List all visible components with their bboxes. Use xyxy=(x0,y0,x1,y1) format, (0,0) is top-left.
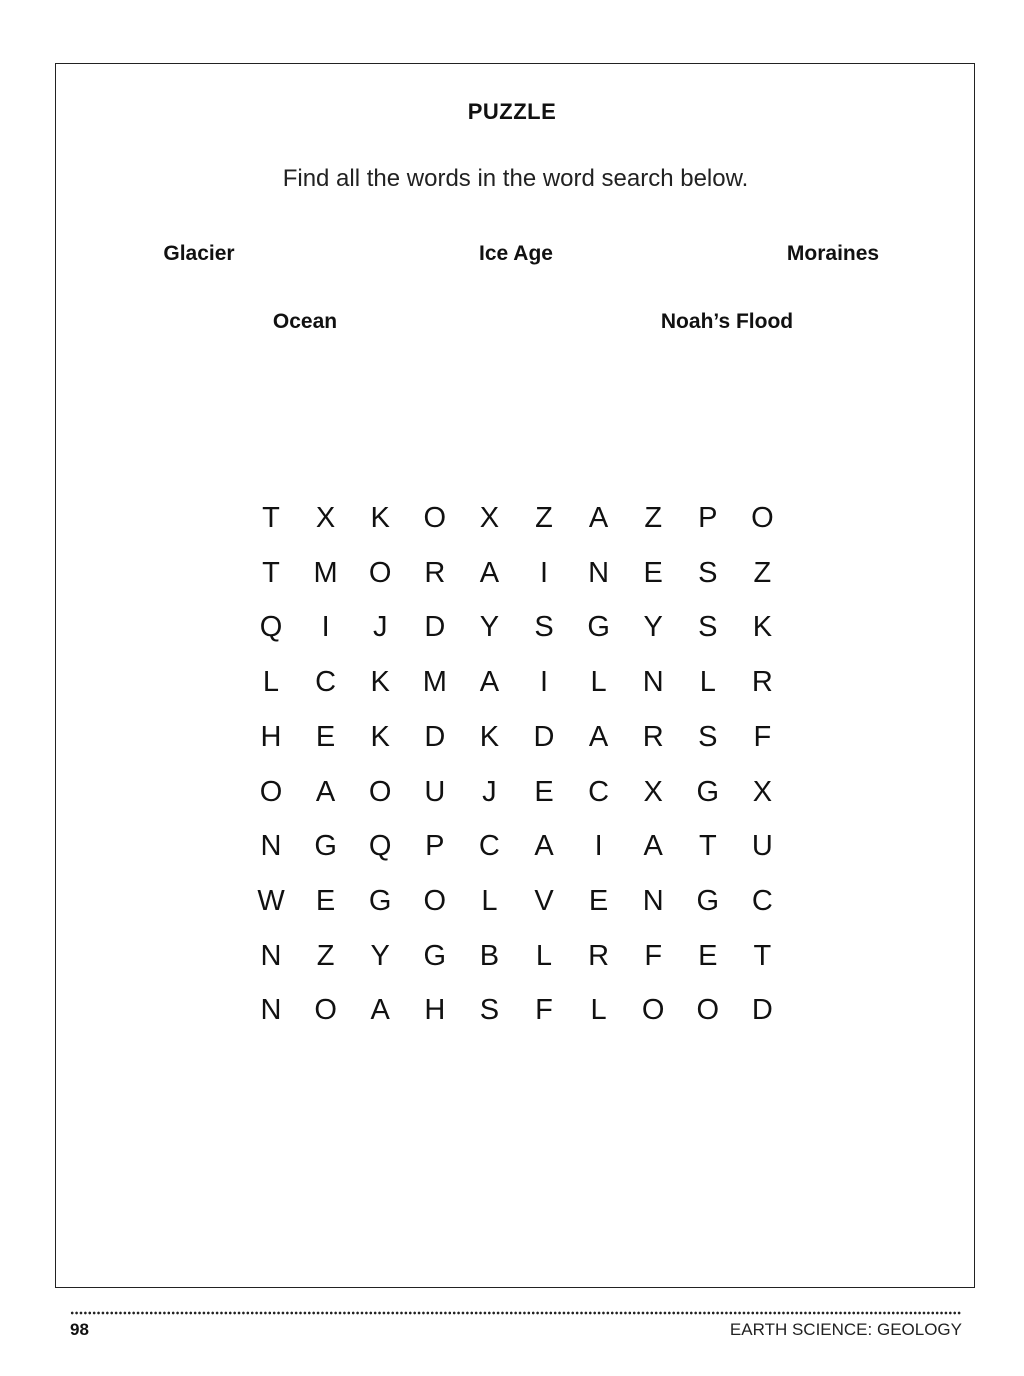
grid-cell: F xyxy=(753,720,772,753)
grid-cell: O xyxy=(751,502,774,534)
grid-cell: E xyxy=(698,939,718,972)
grid-cell: C xyxy=(588,775,610,808)
grid-cell: I xyxy=(594,830,603,863)
grid-cell: Y xyxy=(643,611,663,644)
grid-cell: X xyxy=(752,775,773,808)
grid-cell: L xyxy=(590,994,607,1027)
grid-cell: G xyxy=(587,611,610,644)
grid-cell: K xyxy=(479,720,500,753)
grid-cell: O xyxy=(368,556,392,589)
grid-cell: R xyxy=(642,720,664,753)
grid-cell: O xyxy=(696,994,720,1027)
grid-cell: R xyxy=(424,556,446,589)
grid-cell: O xyxy=(259,775,283,808)
grid-cell: B xyxy=(479,939,500,972)
grid-cell: N xyxy=(260,939,282,972)
grid-cell: Z xyxy=(753,556,772,589)
grid-cell: R xyxy=(588,939,610,972)
grid-cell: J xyxy=(372,611,388,644)
grid-cell: E xyxy=(643,556,663,589)
word-ice-age: Ice Age xyxy=(479,242,553,265)
grid-cell: G xyxy=(423,939,447,972)
grid-cell: N xyxy=(642,666,664,699)
grid-cell: U xyxy=(424,775,446,808)
grid-cell: O xyxy=(423,884,447,917)
word-ocean: Ocean xyxy=(272,310,338,333)
grid-cell: Z xyxy=(644,502,663,534)
grid-cell: I xyxy=(539,556,549,589)
grid-cell: Y xyxy=(370,939,390,972)
grid-cell: S xyxy=(698,720,718,753)
grid-cell: D xyxy=(533,720,555,753)
grid-cell: U xyxy=(751,830,773,863)
grid-cell: N xyxy=(642,884,664,917)
grid-cell: O xyxy=(314,994,337,1027)
page-title: PUZZLE xyxy=(467,99,557,124)
grid-cell: H xyxy=(424,994,446,1027)
page-number: 98 xyxy=(70,1320,89,1339)
grid-cell: D xyxy=(424,720,446,753)
grid-cell: E xyxy=(315,720,336,753)
grid-cell: L xyxy=(699,666,716,699)
word-noahs-flood: Noah’s Flood xyxy=(660,310,794,333)
grid-cell: X xyxy=(479,502,500,534)
grid-cell: I xyxy=(539,666,549,699)
grid-cell: K xyxy=(752,611,773,644)
grid-cell: J xyxy=(482,775,497,808)
grid-cell: L xyxy=(535,939,553,972)
grid-cell: A xyxy=(643,830,663,863)
grid-cell: D xyxy=(424,611,446,644)
grid-cell: N xyxy=(260,830,282,863)
grid-cell: N xyxy=(260,994,282,1027)
grid-cell: Z xyxy=(316,939,335,972)
grid-cell: T xyxy=(262,502,280,534)
grid-cell: H xyxy=(260,720,282,753)
grid-cell: L xyxy=(262,666,280,699)
grid-cell: E xyxy=(315,884,336,917)
grid-cell: A xyxy=(315,775,336,808)
grid-cell: T xyxy=(753,939,772,972)
grid-cell: Q xyxy=(259,611,283,644)
footer-book-title: EARTH SCIENCE: GEOLOGY xyxy=(729,1320,962,1339)
grid-cell: N xyxy=(588,556,610,589)
grid-cell: G xyxy=(368,884,392,917)
grid-cell: Q xyxy=(368,830,392,863)
grid-cell: L xyxy=(590,666,607,699)
grid-cell: O xyxy=(423,502,447,534)
grid-cell: K xyxy=(370,666,390,699)
grid-cell: F xyxy=(535,994,553,1027)
grid-cell: S xyxy=(698,556,718,589)
grid-cell: T xyxy=(698,830,717,863)
grid-cell: T xyxy=(262,556,280,589)
grid-cell: G xyxy=(314,830,337,863)
grid-cell: V xyxy=(534,884,554,917)
grid-cell: R xyxy=(751,666,773,699)
grid-cell: G xyxy=(696,775,720,808)
grid-cell: G xyxy=(696,884,720,917)
grid-cell: A xyxy=(370,994,390,1027)
grid-cell: E xyxy=(588,884,609,917)
grid-cell: X xyxy=(643,775,663,808)
grid-cell: C xyxy=(751,884,773,917)
grid-cell: S xyxy=(698,611,718,644)
grid-cell: S xyxy=(534,611,554,644)
grid-cell: O xyxy=(641,994,665,1027)
grid-cell: C xyxy=(478,830,500,863)
word-moraines: Moraines xyxy=(786,242,880,265)
grid-cell: A xyxy=(479,666,500,699)
grid-cell: A xyxy=(588,502,609,534)
grid-cell: D xyxy=(751,994,773,1027)
grid-cell: K xyxy=(370,720,390,753)
grid-cell: X xyxy=(315,502,336,534)
grid-cell: M xyxy=(313,556,338,589)
grid-cell: I xyxy=(321,611,330,644)
grid-cell: L xyxy=(481,884,498,917)
grid-cell: A xyxy=(588,720,609,753)
grid-cell: W xyxy=(257,884,285,917)
grid-cell: P xyxy=(425,830,445,863)
grid-cell: O xyxy=(368,775,392,808)
footer-divider xyxy=(70,1311,962,1315)
grid-cell: A xyxy=(479,556,500,589)
grid-cell: K xyxy=(370,502,390,534)
grid-cell: A xyxy=(534,830,554,863)
grid-cell: Z xyxy=(535,502,553,534)
grid-cell: F xyxy=(644,939,663,972)
grid-cell: C xyxy=(315,666,337,699)
grid-cell: E xyxy=(534,775,554,808)
grid-cell: P xyxy=(698,502,718,534)
grid-cell: Y xyxy=(479,611,500,644)
grid-cell: S xyxy=(479,994,500,1027)
grid-cell: M xyxy=(422,666,447,699)
word-glacier: Glacier xyxy=(163,242,235,265)
instructions: Find all the words in the word search below. xyxy=(282,165,749,192)
